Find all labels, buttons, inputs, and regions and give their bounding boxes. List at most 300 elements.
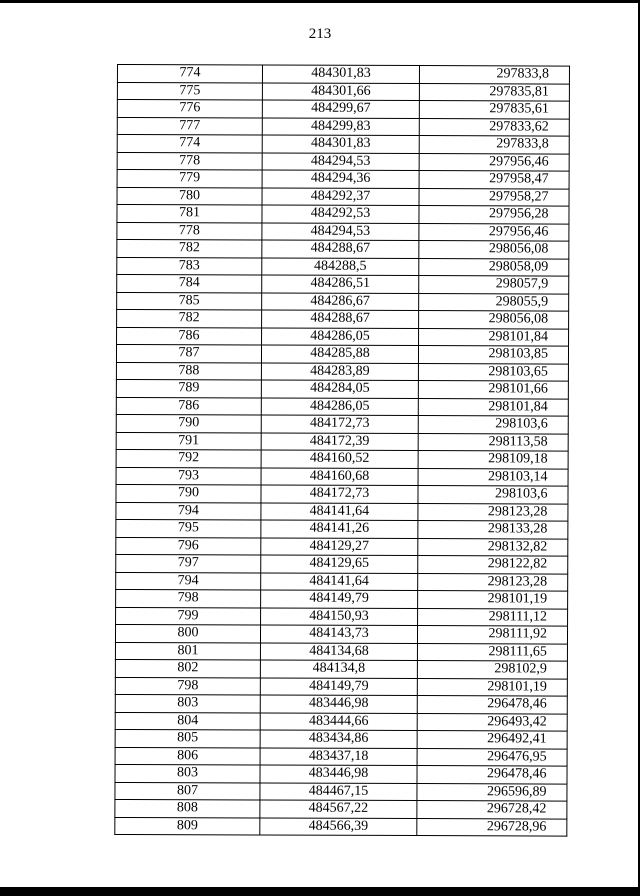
- table-row: [117, 240, 569, 259]
- table-row: [115, 659, 567, 678]
- cell-text: 787: [178, 345, 200, 361]
- x-coordinate-cell: [262, 275, 419, 293]
- point-number-cell: [115, 694, 260, 712]
- cell-text: 298103,14: [488, 469, 548, 485]
- cell-text: 780: [179, 187, 201, 204]
- table-row: [117, 205, 569, 224]
- x-coordinate-cell: [261, 520, 418, 538]
- table-row: [116, 537, 568, 556]
- table-row: [116, 554, 568, 573]
- table-row: [115, 764, 567, 783]
- x-coordinate-cell: [260, 643, 417, 661]
- cell-text: 484301,66: [311, 83, 371, 99]
- point-number-cell: [115, 642, 260, 660]
- cell-text: 298109,18: [488, 451, 548, 467]
- cell-text: 484149,79: [309, 590, 369, 607]
- cell-text: 484467,15: [308, 783, 369, 799]
- point-number-cell: [115, 782, 260, 800]
- x-coordinate-cell: [262, 223, 419, 241]
- cell-text: 777: [179, 117, 201, 134]
- cell-text: 298101,84: [488, 329, 549, 345]
- cell-text: 802: [177, 660, 199, 676]
- cell-text: 483437,18: [308, 748, 369, 764]
- y-coordinate-cell: [418, 521, 568, 539]
- table-row: [115, 694, 567, 713]
- point-number-cell: [116, 502, 261, 520]
- table-row: [117, 222, 569, 241]
- cell-text: 774: [179, 65, 201, 81]
- y-coordinate-cell: [417, 818, 567, 836]
- cell-text: 484143,73: [309, 625, 369, 642]
- table-row: [116, 502, 568, 521]
- x-coordinate-cell: [261, 590, 418, 608]
- cell-text: 799: [177, 607, 199, 624]
- cell-text: 297835,81: [489, 84, 549, 100]
- y-coordinate-cell: [419, 276, 569, 294]
- cell-text: 785: [178, 292, 200, 309]
- x-coordinate-cell: [262, 240, 419, 258]
- x-coordinate-cell: [260, 748, 417, 766]
- cell-text: 296476,95: [487, 749, 547, 765]
- point-number-cell: [117, 292, 262, 310]
- cell-text: 484141,64: [309, 573, 369, 589]
- point-number-cell: [117, 205, 262, 223]
- cell-text: 788: [178, 362, 200, 379]
- cell-text: 796: [177, 537, 199, 554]
- point-number-cell: [115, 677, 260, 695]
- point-number-cell: [115, 712, 260, 730]
- cell-text: 484566,39: [308, 818, 369, 834]
- y-coordinate-cell: [417, 748, 567, 766]
- y-coordinate-cell: [419, 136, 569, 154]
- table-row: [116, 345, 568, 364]
- point-number-cell: [117, 275, 262, 293]
- table-row: [116, 432, 568, 451]
- x-coordinate-cell: [261, 380, 418, 398]
- table-row: [117, 187, 569, 206]
- x-coordinate-cell: [262, 188, 419, 206]
- table-row: [117, 82, 569, 101]
- x-coordinate-cell: [260, 660, 417, 678]
- y-coordinate-cell: [417, 801, 567, 819]
- y-coordinate-cell: [419, 223, 569, 241]
- y-coordinate-cell: [419, 66, 569, 84]
- y-coordinate-cell: [418, 591, 568, 609]
- y-coordinate-cell: [419, 241, 569, 259]
- x-coordinate-cell: [260, 678, 417, 696]
- x-coordinate-cell: [262, 118, 419, 136]
- cell-text: 298055,9: [495, 294, 549, 310]
- point-number-cell: [117, 222, 262, 240]
- x-coordinate-cell: [261, 538, 418, 556]
- cell-text: 786: [178, 327, 200, 344]
- point-number-cell: [116, 537, 261, 555]
- y-coordinate-cell: [419, 153, 569, 171]
- point-number-cell: [116, 554, 261, 572]
- y-coordinate-cell: [418, 433, 568, 451]
- table-row: [117, 117, 569, 136]
- cell-text: 790: [178, 415, 200, 431]
- point-number-cell: [117, 310, 262, 328]
- cell-text: 296478,46: [486, 766, 547, 782]
- cell-text: 484283,89: [310, 363, 370, 379]
- cell-text: 298056,08: [488, 311, 549, 327]
- table-row: [116, 519, 568, 538]
- table-row: [117, 135, 569, 154]
- cell-text: 484129,65: [309, 555, 370, 572]
- page-frame-top: [0, 0, 640, 3]
- table-row: [116, 414, 568, 433]
- cell-text: 798: [177, 677, 199, 694]
- cell-text: 298101,19: [487, 679, 547, 695]
- x-coordinate-cell: [261, 503, 418, 521]
- y-coordinate-cell: [417, 626, 567, 644]
- cell-text: 484286,67: [310, 293, 370, 309]
- cell-text: 484294,53: [310, 223, 371, 239]
- x-coordinate-cell: [260, 625, 417, 643]
- cell-text: 484301,83: [310, 135, 371, 152]
- cell-text: 483444,66: [308, 713, 369, 729]
- cell-text: 297956,28: [488, 206, 549, 222]
- y-coordinate-cell: [418, 381, 568, 399]
- point-number-cell: [117, 117, 262, 135]
- cell-text: 297833,62: [489, 119, 549, 135]
- coordinates-table-body: [115, 65, 570, 837]
- cell-text: 484288,5: [314, 258, 367, 274]
- x-coordinate-cell: [262, 65, 419, 83]
- table-row: [115, 782, 567, 801]
- y-coordinate-cell: [418, 416, 568, 434]
- table-row: [116, 484, 568, 503]
- cell-text: 484149,79: [309, 678, 369, 694]
- point-number-cell: [116, 572, 261, 590]
- y-coordinate-cell: [418, 486, 568, 504]
- cell-text: 297833,8: [496, 66, 549, 82]
- x-coordinate-cell: [260, 800, 417, 818]
- y-coordinate-cell: [417, 731, 567, 749]
- x-coordinate-cell: [262, 205, 419, 223]
- point-number-cell: [117, 135, 262, 153]
- y-coordinate-cell: [418, 503, 568, 521]
- table-row: [116, 467, 568, 486]
- cell-text: 297956,46: [488, 224, 549, 240]
- point-number-cell: [116, 414, 261, 432]
- point-number-cell: [116, 449, 261, 467]
- cell-text: 484286,05: [310, 398, 370, 414]
- cell-text: 484292,37: [310, 188, 371, 204]
- cell-text: 800: [177, 625, 199, 641]
- x-coordinate-cell: [262, 293, 419, 311]
- table-row: [116, 449, 568, 468]
- y-coordinate-cell: [417, 783, 567, 801]
- cell-text: 298123,28: [487, 574, 548, 590]
- x-coordinate-cell: [260, 818, 417, 836]
- cell-text: 806: [177, 747, 199, 764]
- point-number-cell: [115, 747, 260, 765]
- cell-text: 298111,12: [488, 609, 548, 625]
- cell-text: 296728,42: [486, 801, 547, 817]
- table-row: [115, 677, 567, 696]
- y-coordinate-cell: [419, 258, 569, 276]
- x-coordinate-cell: [262, 100, 419, 118]
- cell-text: 797: [177, 555, 199, 571]
- cell-text: 298133,28: [487, 521, 548, 537]
- y-coordinate-cell: [419, 83, 569, 101]
- cell-text: 778: [179, 152, 201, 169]
- cell-text: 298122,82: [487, 556, 548, 572]
- y-coordinate-cell: [419, 311, 569, 329]
- y-coordinate-cell: [419, 328, 569, 346]
- cell-text: 483434,86: [308, 730, 369, 747]
- cell-text: 484129,27: [309, 538, 370, 554]
- x-coordinate-cell: [261, 345, 418, 363]
- y-coordinate-cell: [418, 538, 568, 556]
- cell-text: 297833,8: [496, 136, 549, 152]
- cell-text: 484134,8: [312, 660, 366, 677]
- y-coordinate-cell: [418, 451, 568, 469]
- cell-text: 298103,85: [488, 346, 549, 362]
- cell-text: 795: [177, 520, 199, 536]
- y-coordinate-cell: [419, 293, 569, 311]
- table-row: [115, 817, 567, 836]
- point-number-cell: [115, 729, 260, 747]
- cell-text: 298103,6: [494, 486, 548, 502]
- cell-text: 781: [178, 205, 201, 221]
- x-coordinate-cell: [261, 573, 418, 591]
- y-coordinate-cell: [419, 171, 569, 189]
- table-row: [117, 257, 569, 276]
- table-row: [116, 589, 568, 608]
- point-number-cell: [116, 362, 261, 380]
- point-number-cell: [117, 257, 262, 275]
- cell-text: 803: [177, 695, 199, 711]
- cell-text: 298113,58: [488, 434, 548, 450]
- y-coordinate-cell: [417, 696, 567, 714]
- y-coordinate-cell: [418, 363, 568, 381]
- cell-text: 779: [179, 170, 201, 186]
- x-coordinate-cell: [260, 765, 417, 783]
- cell-text: 484286,51: [310, 275, 371, 292]
- table-row: [116, 362, 568, 381]
- table-row: [117, 327, 569, 346]
- y-coordinate-cell: [418, 346, 568, 364]
- x-coordinate-cell: [261, 363, 418, 381]
- cell-text: 484288,67: [310, 240, 371, 257]
- point-number-cell: [116, 379, 261, 397]
- x-coordinate-cell: [261, 555, 418, 573]
- cell-text: 298101,66: [488, 381, 548, 397]
- x-coordinate-cell: [260, 695, 417, 713]
- y-coordinate-cell: [417, 678, 567, 696]
- table-row: [116, 572, 568, 591]
- table-row: [117, 275, 569, 294]
- cell-text: 484286,05: [310, 328, 370, 344]
- x-coordinate-cell: [261, 608, 418, 626]
- point-number-cell: [115, 799, 260, 817]
- point-number-cell: [116, 484, 261, 502]
- x-coordinate-cell: [262, 328, 419, 346]
- point-number-cell: [117, 187, 262, 205]
- point-number-cell: [116, 432, 261, 450]
- x-coordinate-cell: [261, 485, 418, 503]
- x-coordinate-cell: [262, 153, 419, 171]
- cell-text: 484301,83: [311, 65, 371, 82]
- y-coordinate-cell: [417, 766, 567, 784]
- cell-text: 484294,36: [310, 170, 371, 187]
- cell-text: 296728,96: [486, 819, 547, 835]
- x-coordinate-cell: [261, 415, 418, 433]
- table-row: [117, 292, 569, 311]
- cell-text: 298111,65: [488, 644, 547, 660]
- table-row: [116, 607, 568, 626]
- x-coordinate-cell: [262, 310, 419, 328]
- page-frame-bottom: [0, 887, 640, 896]
- cell-text: 789: [178, 380, 200, 396]
- cell-text: 808: [176, 800, 198, 816]
- y-coordinate-cell: [418, 608, 568, 626]
- table-row: [115, 624, 567, 643]
- point-number-cell: [117, 82, 262, 100]
- y-coordinate-cell: [418, 556, 568, 574]
- point-number-cell: [115, 764, 260, 782]
- point-number-cell: [115, 659, 260, 677]
- coordinates-table: [114, 64, 570, 837]
- cell-text: 803: [176, 765, 199, 781]
- point-number-cell: [116, 607, 261, 625]
- cell-text: 298111,92: [488, 626, 548, 642]
- cell-text: 782: [178, 310, 200, 326]
- cell-text: 296492,41: [487, 731, 547, 747]
- x-coordinate-cell: [260, 713, 417, 731]
- table-row: [115, 747, 567, 766]
- cell-text: 297956,46: [489, 154, 549, 170]
- cell-text: 483446,98: [308, 765, 369, 782]
- point-number-cell: [117, 65, 262, 83]
- cell-text: 484567,22: [308, 800, 369, 817]
- x-coordinate-cell: [262, 258, 419, 276]
- cell-text: 484172,73: [309, 485, 370, 502]
- point-number-cell: [116, 467, 261, 485]
- cell-text: 807: [176, 782, 198, 799]
- x-coordinate-cell: [261, 433, 418, 451]
- cell-text: 809: [176, 817, 198, 834]
- cell-text: 484299,83: [311, 118, 371, 134]
- cell-text: 484284,05: [310, 380, 370, 397]
- cell-text: 298101,19: [487, 591, 548, 607]
- cell-text: 775: [179, 82, 201, 99]
- cell-text: 298101,84: [488, 399, 548, 415]
- table-row: [116, 397, 568, 416]
- cell-text: 778: [178, 222, 200, 239]
- cell-text: 484288,67: [310, 310, 370, 327]
- cell-text: 296493,42: [487, 714, 547, 730]
- cell-text: 484292,53: [310, 205, 371, 222]
- cell-text: 296596,89: [486, 784, 547, 800]
- cell-text: 794: [177, 572, 199, 589]
- y-coordinate-cell: [417, 713, 567, 731]
- cell-text: 484141,64: [309, 503, 370, 519]
- cell-text: 798: [177, 590, 199, 606]
- point-number-cell: [116, 345, 261, 363]
- cell-text: 791: [178, 432, 200, 449]
- point-number-cell: [116, 589, 261, 607]
- cell-text: 297835,61: [489, 101, 549, 117]
- cell-text: 298058,09: [488, 259, 549, 275]
- cell-text: 297958,27: [489, 189, 549, 205]
- cell-text: 792: [178, 450, 200, 466]
- cell-text: 484299,67: [311, 100, 371, 117]
- table-row: [117, 310, 569, 329]
- y-coordinate-cell: [418, 398, 568, 416]
- y-coordinate-cell: [418, 573, 568, 591]
- x-coordinate-cell: [261, 450, 418, 468]
- cell-text: 784: [178, 275, 200, 291]
- cell-text: 297958,47: [489, 171, 549, 187]
- table-row: [115, 799, 567, 818]
- page-number: 213: [308, 26, 332, 42]
- table-row: [116, 379, 568, 398]
- cell-text: 801: [177, 642, 199, 659]
- x-coordinate-cell: [260, 730, 417, 748]
- point-number-cell: [117, 240, 262, 258]
- x-coordinate-cell: [262, 135, 419, 153]
- cell-text: 790: [177, 485, 200, 501]
- table-row: [117, 170, 569, 189]
- y-coordinate-cell: [419, 101, 569, 119]
- cell-text: 782: [178, 240, 200, 256]
- x-coordinate-cell: [262, 170, 419, 188]
- cell-text: 484150,93: [309, 608, 369, 624]
- x-coordinate-cell: [260, 783, 417, 801]
- cell-text: 484160,52: [309, 450, 370, 467]
- cell-text: 793: [178, 467, 200, 484]
- cell-text: 804: [177, 712, 199, 729]
- cell-text: 484172,39: [309, 433, 370, 449]
- table-row: [115, 729, 567, 748]
- cell-text: 483446,98: [308, 695, 369, 712]
- cell-text: 786: [178, 397, 200, 414]
- cell-text: 298056,08: [488, 241, 549, 257]
- x-coordinate-cell: [262, 83, 419, 101]
- cell-text: 783: [178, 257, 200, 274]
- x-coordinate-cell: [261, 398, 418, 416]
- x-coordinate-cell: [261, 468, 418, 486]
- cell-text: 805: [177, 730, 199, 746]
- point-number-cell: [117, 100, 262, 118]
- cell-text: 484160,68: [309, 468, 370, 484]
- point-number-cell: [117, 170, 262, 188]
- cell-text: 298103,6: [495, 416, 548, 432]
- cell-text: 484134,68: [309, 643, 369, 659]
- y-coordinate-cell: [419, 188, 569, 206]
- table-row: [115, 712, 567, 731]
- cell-text: 298123,28: [487, 504, 548, 520]
- point-number-cell: [116, 397, 261, 415]
- table-row: [117, 65, 569, 84]
- table-row: [115, 642, 567, 661]
- cell-text: 484285,88: [310, 345, 370, 362]
- point-number-cell: [117, 152, 262, 170]
- cell-text: 298057,9: [495, 276, 549, 292]
- y-coordinate-cell: [418, 468, 568, 486]
- cell-text: 298103,65: [488, 364, 548, 380]
- point-number-cell: [116, 519, 261, 537]
- cell-text: 298132,82: [487, 539, 548, 555]
- cell-text: 296478,46: [487, 696, 547, 712]
- y-coordinate-cell: [417, 643, 567, 661]
- cell-text: 484172,73: [309, 415, 370, 432]
- cell-text: 298102,9: [494, 661, 547, 677]
